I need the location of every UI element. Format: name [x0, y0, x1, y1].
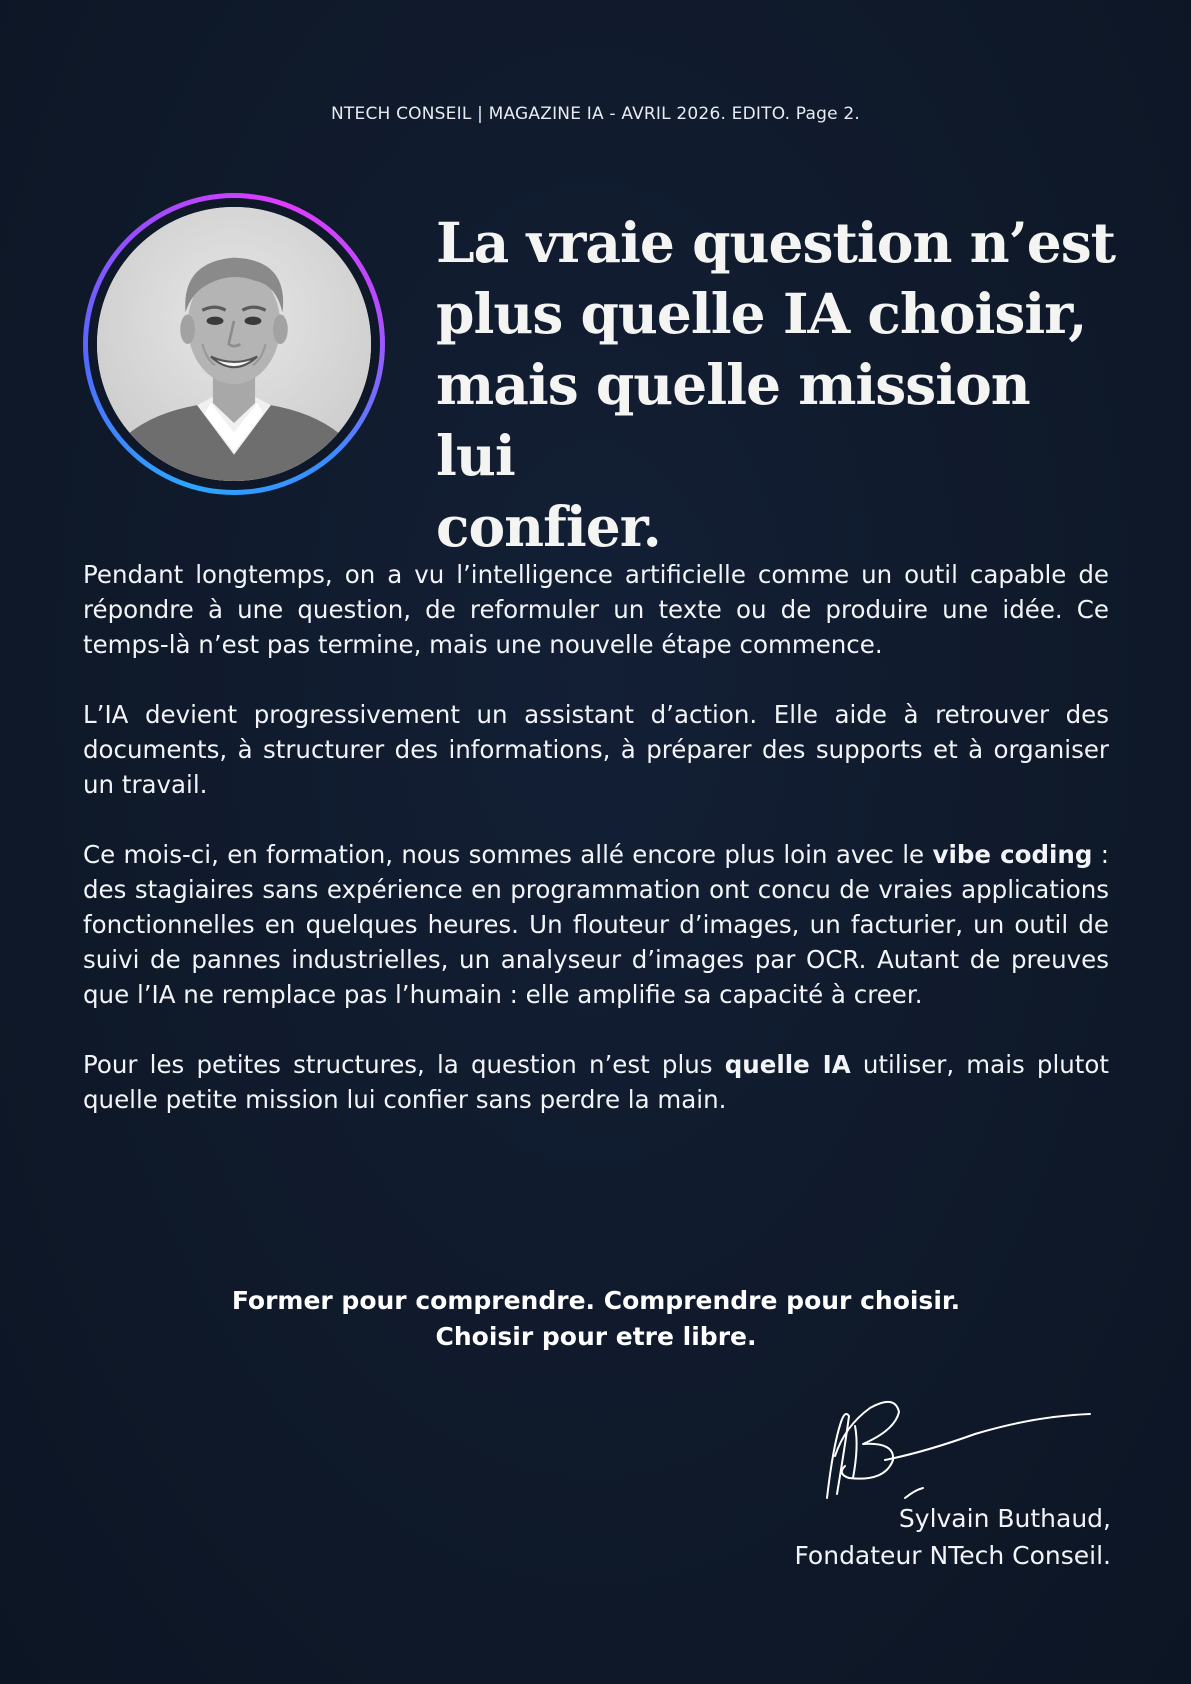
handwritten-signature: [815, 1386, 1095, 1506]
tagline-line-2: Choisir pour etre libre.: [435, 1322, 757, 1351]
paragraph-4-start: Pour les petites structures, la question n’est plus: [83, 1050, 725, 1079]
author-signoff: [794, 1500, 1111, 1574]
paragraph-3-end: : des stagiaires sans expérience en programmation ont concu de vraies applications fonctionnelles en quelques heures. Un flouteur d’images, un facturier, un outil de suivi de pannes industrielles, un analyseur d’images par OCR. Autant de preuves que l’IA ne remplace pas l’humain : elle amplifie sa capacité à creer.: [83, 840, 1110, 1009]
quelle-ia-emphasis: quelle IA: [724, 1050, 851, 1079]
vibe-coding-emphasis: vibe coding: [932, 840, 1093, 869]
signature-scribble: [815, 1386, 1095, 1506]
author-name: Sylvain Buthaud,: [898, 1504, 1111, 1533]
headline-line-1: La vraie question n’est: [436, 210, 1116, 275]
paragraph-2: L’IA devient progressivement un assistant d’action. Elle aide à retrouver des documents, à structurer des informations, à préparer des supports et à organiser un travail.: [83, 700, 1109, 799]
tagline-line-1: Former pour comprendre. Comprendre pour choisir.: [231, 1286, 961, 1315]
closing-tagline: [83, 1283, 1109, 1355]
paragraph-4-end: utiliser, mais plutot quelle petite mission lui confier sans perdre la main.: [83, 1050, 1110, 1114]
paragraph-1: Pendant longtemps, on a vu l’intelligence artificielle comme un outil capable de répondre à une question, de reformuler un texte ou de produire une idée. Ce temps-là n’est pas termine, mais une nouvelle étape commence.: [83, 560, 1109, 659]
headline-line-3: mais quelle mission lui: [436, 352, 1030, 488]
paragraph-3: [83, 837, 1109, 1012]
portrait-gap: [88, 198, 380, 490]
author-title: Fondateur NTech Conseil.: [794, 1541, 1111, 1570]
paragraph-4: [83, 1047, 1109, 1117]
headline-line-4: confier.: [436, 494, 661, 559]
headline-line-2: plus quelle IA choisir,: [436, 281, 1087, 346]
portrait-illustration: [97, 207, 371, 481]
author-portrait: [97, 207, 371, 481]
paragraph-3-start: Ce mois-ci, en formation, nous sommes allé encore plus loin avec le: [83, 840, 933, 869]
edito-headline: [436, 207, 1126, 562]
article-body: [83, 557, 1109, 1152]
author-portrait-frame: [83, 193, 385, 495]
running-header: NTECH CONSEIL | MAGAZINE IA - AVRIL 2026. EDITO. Page 2.: [331, 104, 860, 124]
